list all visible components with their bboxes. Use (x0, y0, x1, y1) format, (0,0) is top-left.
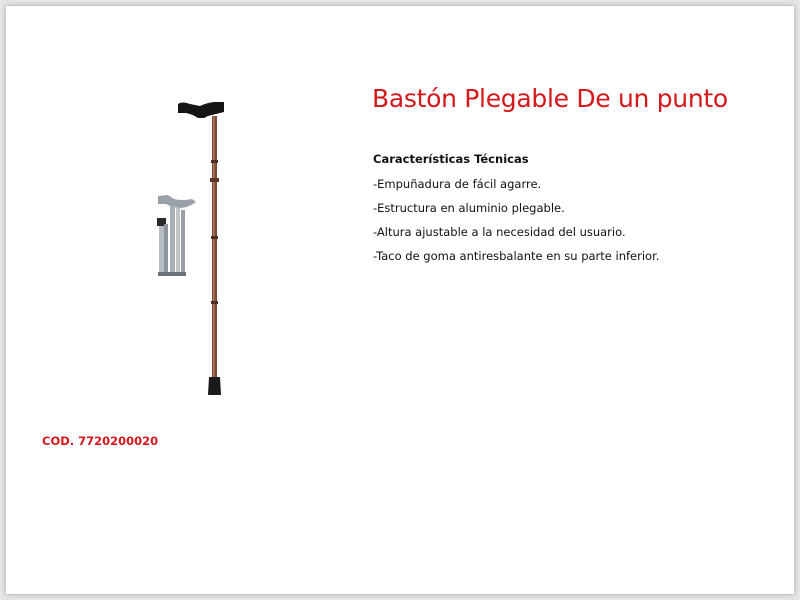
feature-item-rubber-tip: -Taco de goma antiresbalante en su parte inferior. (373, 249, 660, 263)
product-sheet (6, 6, 794, 594)
feature-item-height: -Altura ajustable a la necesidad del usuario. (373, 225, 626, 239)
features-heading: Características Técnicas (373, 152, 529, 166)
product-title: Bastón Plegable De un punto (372, 84, 728, 113)
product-code: COD. 7720200020 (42, 434, 159, 448)
feature-item-grip: -Empuñadura de fácil agarre. (373, 177, 542, 191)
technical-features (373, 152, 659, 273)
folding-cane-icon (146, 96, 246, 406)
feature-item-structure: -Estructura en aluminio plegable. (373, 201, 565, 215)
